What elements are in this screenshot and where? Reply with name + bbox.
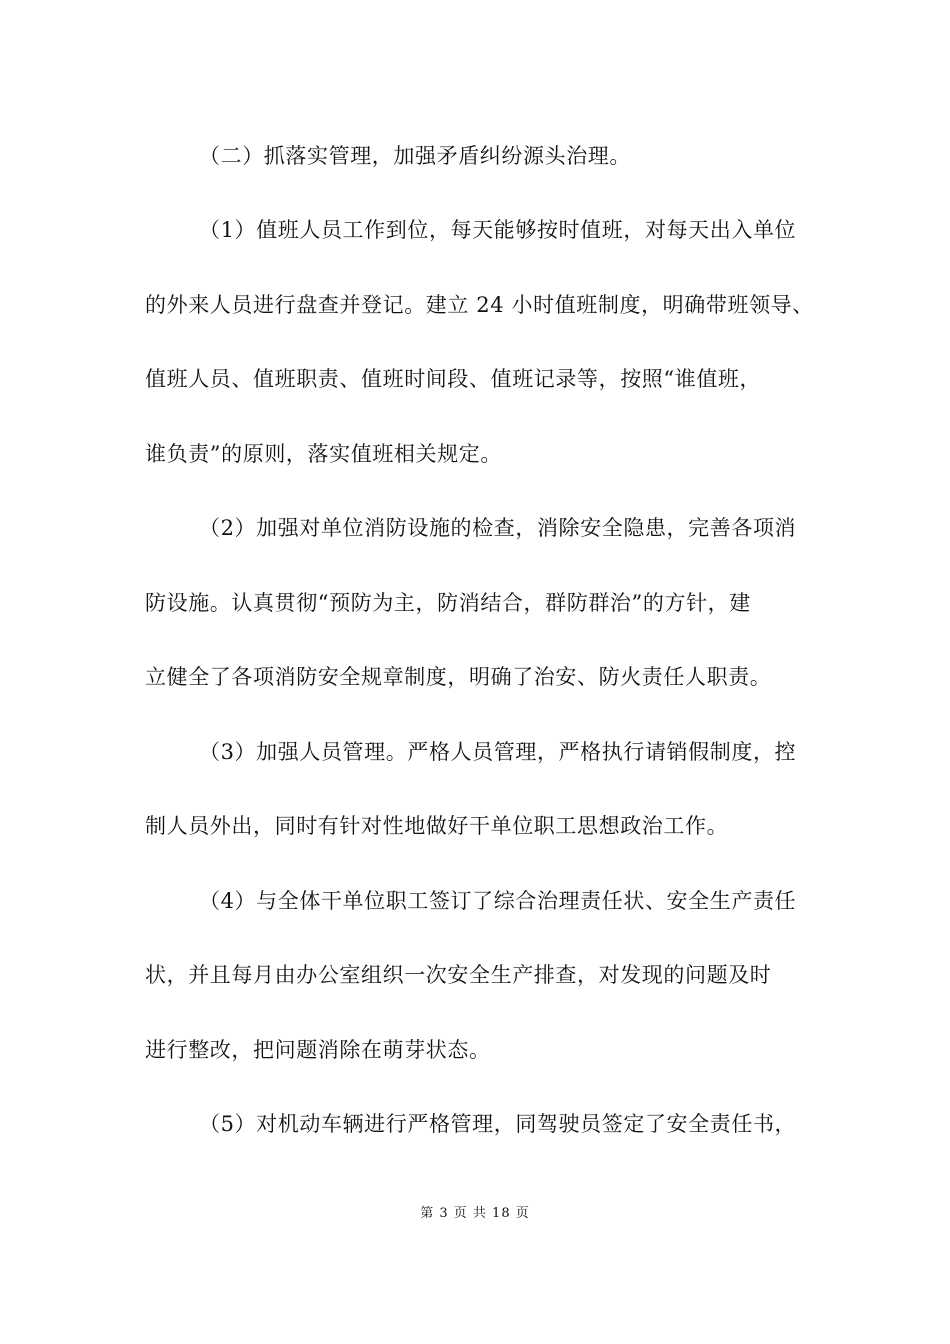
section-heading: （二）抓落实管理，加强矛盾纠纷源头治理。 — [199, 144, 631, 168]
page-number-footer: 第 3 页 共 18 页 — [420, 1206, 530, 1221]
text-line: 制人员外出，同时有针对性地做好干单位职工思想政治工作。 — [145, 814, 729, 838]
text-line: 进行整改，把问题消除在萌芽状态。 — [145, 1038, 491, 1062]
text-line: （3）加强人员管理。严格人员管理，严格执行请销假制度，控 — [199, 740, 797, 764]
text-line: 的外来人员进行盘查并登记。建立 24 小时值班制度，明确带班领导、 — [145, 293, 814, 317]
text-line: （1）值班人员工作到位，每天能够按时值班，对每天出入单位 — [199, 218, 797, 242]
text-line: 防设施。认真贯彻“预防为主，防消结合，群防群治”的方针，建 — [145, 591, 751, 615]
text-line: 谁负责”的原则，落实值班相关规定。 — [145, 442, 502, 466]
text-line: （2）加强对单位消防设施的检查，消除安全隐患，完善各项消 — [199, 516, 797, 540]
text-line: 状，并且每月由办公室组织一次安全生产排查，对发现的问题及时 — [145, 963, 772, 987]
text-line: （5）对机动车辆进行严格管理，同驾驶员签定了安全责任书， — [199, 1112, 797, 1136]
text-line: 立健全了各项消防安全规章制度，明确了治安、防火责任人职责。 — [145, 665, 772, 689]
text-line: （4）与全体干单位职工签订了综合治理责任状、安全生产责任 — [199, 889, 797, 913]
text-line: 值班人员、值班职责、值班时间段、值班记录等，按照“谁值班， — [145, 367, 762, 391]
